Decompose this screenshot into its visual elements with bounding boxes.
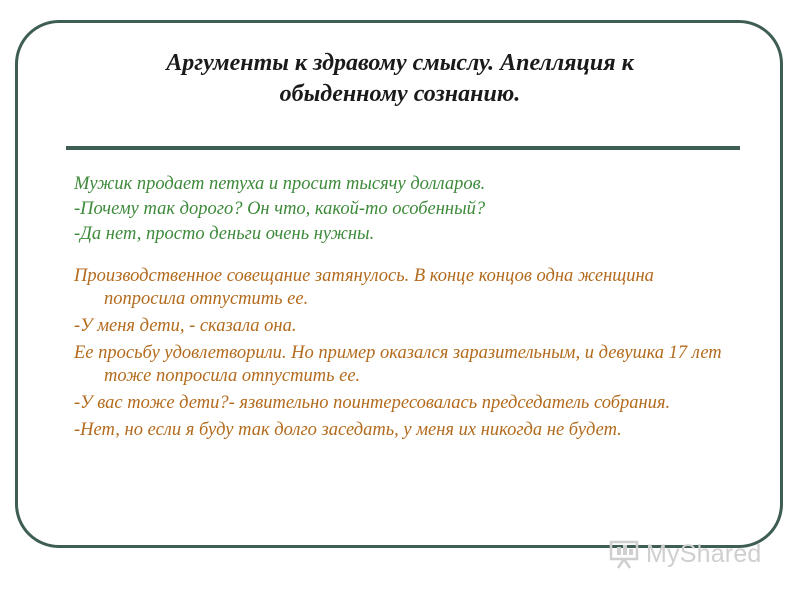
rooster-anecdote	[74, 172, 734, 247]
myshared-watermark	[608, 538, 762, 570]
anecdote-paragraph: Производственное совещание затянулось. В конце концов одна женщина попросила отпустить ее.	[74, 266, 654, 309]
anecdote-paragraph: -Нет, но если я буду так долго заседать, у меня их никогда не будет.	[74, 420, 622, 440]
meeting-anecdote	[74, 265, 734, 442]
anecdote-paragraph: Ее просьбу удовлетворили. Но пример оказался заразительным, и девушка 17 лет тоже попросила отпустить ее.	[74, 343, 722, 386]
anecdote-paragraph: -У вас тоже дети?- язвительно поинтересовалась председатель собрания.	[74, 393, 671, 413]
title-divider	[66, 146, 740, 150]
slide-title	[60, 48, 740, 110]
anecdote-paragraph: -У меня дети, - сказала она.	[74, 316, 297, 336]
watermark-text: MyShared	[646, 539, 762, 568]
anecdote-line: -Да нет, просто деньги очень нужны.	[74, 224, 375, 244]
title-line-1: Аргументы к здравому смыслу. Апелляция к	[166, 50, 634, 76]
slide-body	[74, 172, 734, 446]
title-line-2: обыденному сознанию.	[279, 81, 521, 107]
presentation-board-icon	[608, 538, 642, 570]
anecdote-line: -Почему так дорого? Он что, какой-то особенный?	[74, 199, 486, 219]
anecdote-line: Мужик продает петуха и просит тысячу долларов.	[74, 174, 486, 194]
